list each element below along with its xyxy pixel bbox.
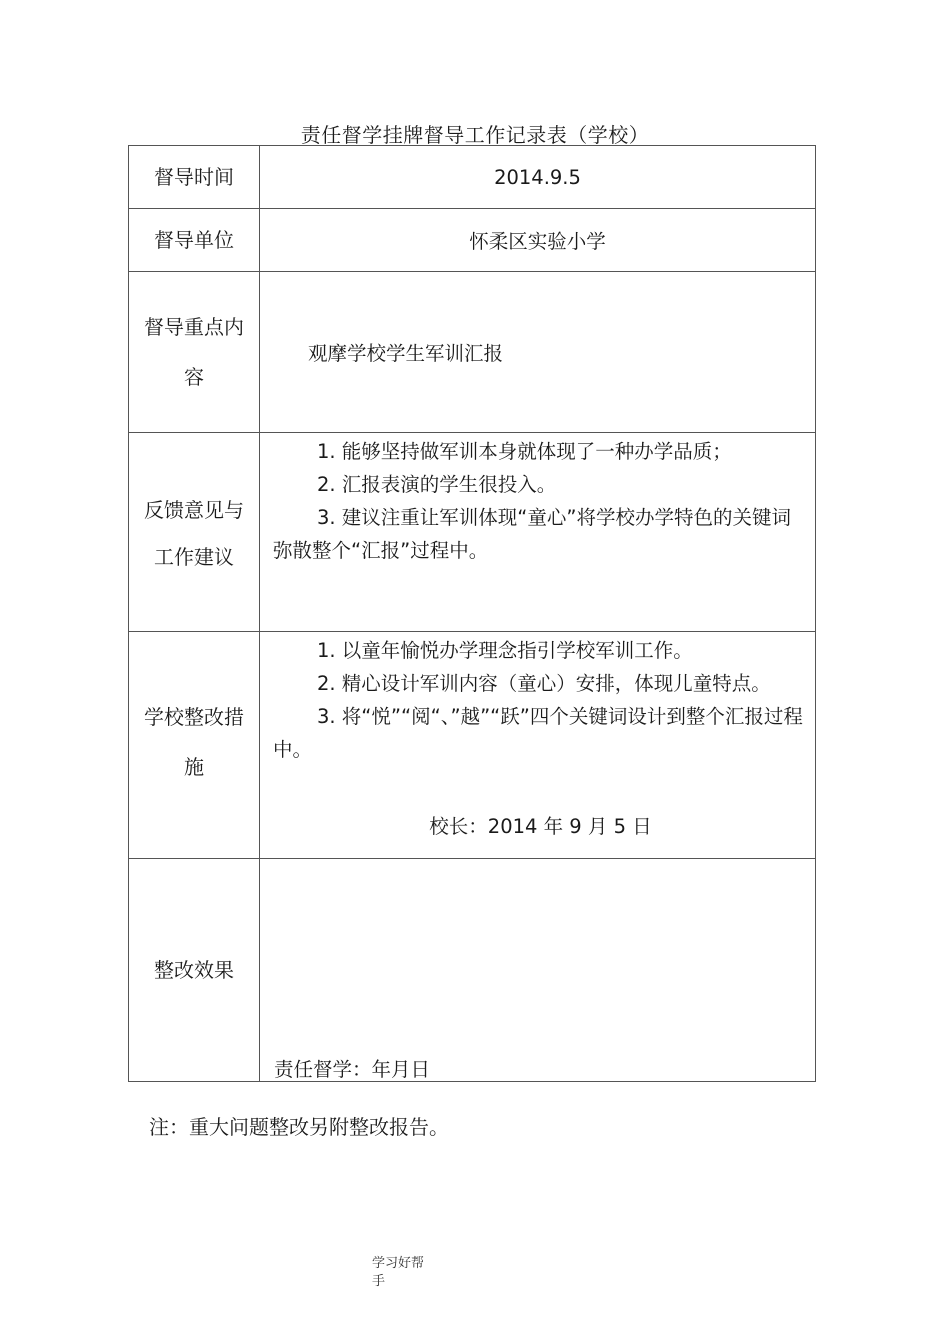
page-footer <box>372 1255 432 1291</box>
principal-sign: 校长：2014 年 9 月 5 日 <box>429 815 652 838</box>
record-table <box>128 145 816 1082</box>
measures-label-line1: 学校整改措 <box>144 705 244 729</box>
measures-item-1: 1. 以童年愉悦办学理念指引学校军训工作。 <box>317 639 693 662</box>
footer-line1: 学习好帮 <box>372 1256 425 1271</box>
focus-row <box>129 272 816 433</box>
feedback-item-3: 3. 建议注重让军训体现“童心”将学校办学特色的关键词弥散整个“汇报”过程中。 <box>273 506 792 562</box>
measures-cell <box>260 632 816 859</box>
focus-label <box>129 272 260 433</box>
measures-item-3: 3. 将“悦”“阅“、”越”“跃”四个关键词设计到整个汇报过程中。 <box>273 705 803 761</box>
focus-label-line1: 督导重点内 <box>144 315 244 339</box>
measures-label <box>129 632 260 859</box>
focus-label-line2: 容 <box>184 365 204 389</box>
unit-label: 督导单位 <box>129 209 260 272</box>
focus-value: 观摩学校学生军训汇报 <box>308 342 504 365</box>
footer-line2: 手 <box>372 1274 386 1289</box>
feedback-label <box>129 433 260 632</box>
measures-row <box>129 632 816 859</box>
focus-value-cell <box>260 272 816 433</box>
feedback-cell <box>260 433 816 632</box>
feedback-row <box>129 433 816 632</box>
measures-item-2: 2. 精心设计军训内容（童心）安排，体现儿童特点。 <box>317 672 771 695</box>
feedback-label-line1: 反馈意见与 <box>144 498 244 522</box>
feedback-label-line2: 工作建议 <box>154 545 234 569</box>
footnote: 注：重大问题整改另附整改报告。 <box>149 1115 449 1139</box>
measures-label-line2: 施 <box>184 755 204 779</box>
unit-row <box>129 209 816 272</box>
time-row <box>129 146 816 209</box>
time-label: 督导时间 <box>129 146 260 209</box>
time-value: 2014.9.5 <box>260 146 816 209</box>
effect-row <box>129 859 816 1082</box>
effect-cell <box>260 859 816 1082</box>
unit-value: 怀柔区实验小学 <box>260 209 816 272</box>
effect-label: 整改效果 <box>129 859 260 1082</box>
feedback-item-1: 1. 能够坚持做军训本身就体现了一种办学品质； <box>317 440 732 463</box>
supervisor-sign: 责任督学：年月日 <box>274 1058 431 1081</box>
feedback-item-2: 2. 汇报表演的学生很投入。 <box>317 473 557 496</box>
page-title: 责任督学挂牌督导工作记录表（学校） <box>300 123 650 147</box>
